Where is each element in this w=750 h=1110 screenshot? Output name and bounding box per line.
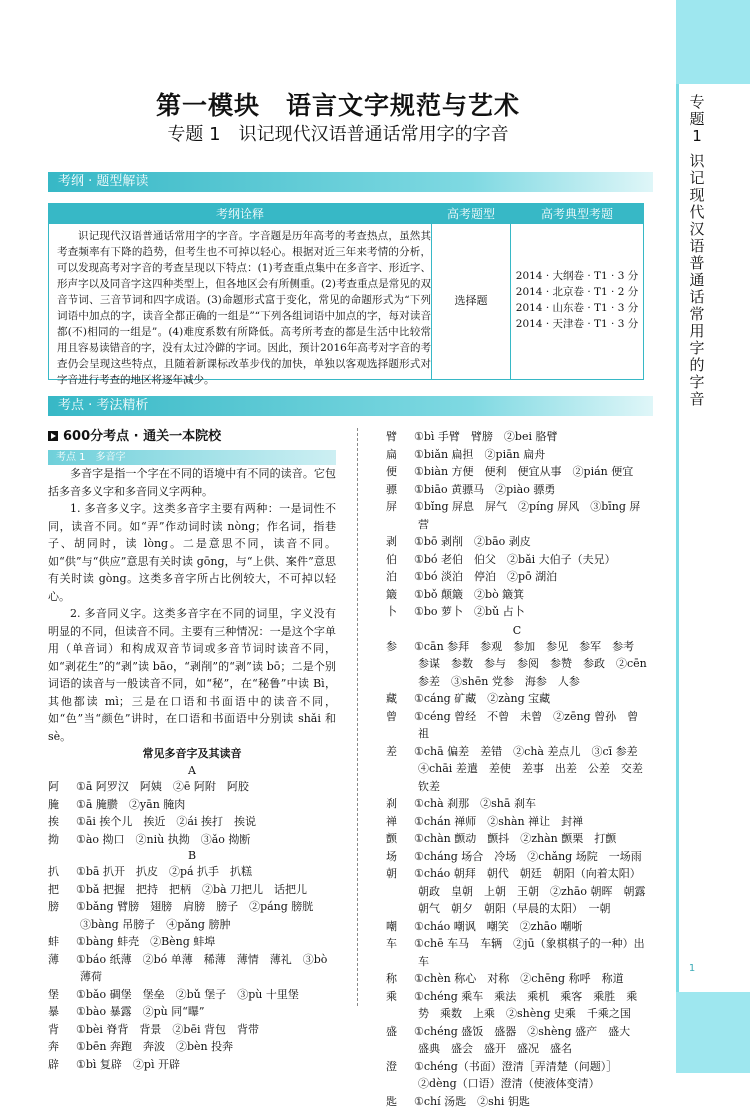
side-label-char: 字 bbox=[682, 374, 712, 391]
side-label-char: 1 bbox=[682, 128, 712, 145]
entry-readings: ①bàng 蚌壳 ②Bèng 蚌埠 bbox=[76, 935, 215, 948]
polyphone-entry bbox=[386, 603, 648, 621]
side-tab-label bbox=[682, 94, 712, 408]
entry-readings: ①chán 禅师 ②shàn 禅让 封禅 bbox=[414, 815, 583, 828]
exam-item: 2014 · 天津卷 · T1 · 3 分 bbox=[511, 316, 643, 332]
entry-character: 乘 bbox=[386, 988, 414, 1006]
module-title: 第一模块 语言文字规范与艺术 bbox=[0, 86, 676, 122]
entry-character: 藏 bbox=[386, 690, 414, 708]
banner-kaogang bbox=[48, 172, 653, 192]
entry-readings: ①chā 偏差 差错 ②chà 差点儿 ③cī 参差 ④chāi 差遣 差使 差事 出差 公差 交差 钦差 bbox=[414, 745, 654, 793]
right-column bbox=[386, 428, 648, 1110]
polyphone-entry bbox=[386, 690, 648, 708]
entry-readings: ①bèi 脊背 背景 ②bēi 背包 背带 bbox=[76, 1023, 259, 1036]
polyphone-entry bbox=[386, 865, 648, 918]
entry-character: 把 bbox=[48, 881, 76, 899]
polyphone-entry bbox=[48, 831, 336, 849]
typical-exams bbox=[511, 268, 643, 332]
entry-character: 堡 bbox=[48, 986, 76, 1004]
paragraph: 1. 多音多义字。这类多音字主要有两种：一是词性不同，读音不同。如“弄”作动词时读 nòng；作名词，指巷子、胡同时，读 lòng。二是意思不同，读音不同。如“供”与“供应”意思有关时读 gōng，与“上供、案件”意思有关时读 gòng。这类多音字所占比例较大，不可掉以轻心。 bbox=[48, 500, 336, 605]
side-label-char: 字 bbox=[682, 340, 712, 357]
entry-readings: ①biǎn 扁担 ②piān 扁舟 bbox=[414, 448, 545, 461]
entry-character: 拗 bbox=[48, 831, 76, 849]
polyphone-entry bbox=[386, 568, 648, 586]
entry-character: 场 bbox=[386, 848, 414, 866]
exam-item: 2014 · 山东卷 · T1 · 3 分 bbox=[511, 300, 643, 316]
polyphone-entry bbox=[386, 1058, 648, 1093]
entry-readings: ①bì 复辟 ②pì 开辟 bbox=[76, 1058, 180, 1071]
page-number: 1 bbox=[682, 963, 702, 974]
polyphone-entry bbox=[386, 813, 648, 831]
entry-readings: ①biāo 黄骠马 ②piào 骠勇 bbox=[414, 483, 555, 496]
side-label-char: 汉 bbox=[682, 221, 712, 238]
side-label-char: 普 bbox=[682, 255, 712, 272]
polyphone-entry bbox=[386, 428, 648, 446]
left-column bbox=[48, 428, 336, 1073]
entry-readings: ①ào 拗口 ②niù 执拗 ③ǎo 拗断 bbox=[76, 833, 250, 846]
banner-kaodian-label: 考点 · 考法精析 bbox=[58, 398, 148, 413]
entry-character: 朝 bbox=[386, 865, 414, 883]
header-outline: 考纲诠释 bbox=[49, 204, 431, 224]
entry-character: 曾 bbox=[386, 708, 414, 726]
banner-kaodian bbox=[48, 396, 653, 416]
table-header-row bbox=[49, 204, 643, 224]
polyphone-entry bbox=[386, 586, 648, 604]
polyphone-entry bbox=[386, 1093, 648, 1110]
polyphone-entry bbox=[386, 988, 648, 1023]
entry-character: 嘲 bbox=[386, 918, 414, 936]
entry-character: 车 bbox=[386, 935, 414, 953]
entry-character: 伯 bbox=[386, 551, 414, 569]
exam-outline-table bbox=[48, 203, 644, 380]
polyphone-entry bbox=[386, 848, 648, 866]
entry-character: 阿 bbox=[48, 778, 76, 796]
entry-character: 盛 bbox=[386, 1023, 414, 1041]
header-type: 高考题型 bbox=[432, 204, 510, 224]
entry-readings: ①chē 车马 车辆 ②jū（象棋棋子的一种）出车 bbox=[414, 937, 645, 968]
entry-character: 剥 bbox=[386, 533, 414, 551]
entry-character: 薄 bbox=[48, 951, 76, 969]
entry-readings: ①chí 汤匙 ②shi 钥匙 bbox=[414, 1095, 530, 1108]
entry-readings: ①bào 暴露 ②pù 同“曝” bbox=[76, 1005, 204, 1018]
paragraph: 2. 多音同义字。这类多音字在不同的词里，字义没有明显的不同，但读音不同。主要有三种情况：一是这个字单用（单音词）和构成双音节词或多音节词时读音不同，如“剥花生”的“剥”读 bāo，“剥削”的“剥”读 bō；二是个别词语的读音与一般读音不同，如“秘”，在“秘鲁”中读 Bì，其他都读 mì；三是在口语和书面语中的读音不同，如“色”当“颜色”讲时，在口语和书面语中分别读 shǎi 和 sè。 bbox=[48, 605, 336, 745]
entry-readings: ①cān 参拜 参观 参加 参见 参军 参考 参谋 参数 参与 参阅 参赞 参政 ②cēn 参差 ③shēn 党参 海参 人参 bbox=[414, 640, 647, 688]
banner-kaogang-label: 考纲 · 题型解读 bbox=[58, 174, 148, 189]
entry-character: 臂 bbox=[386, 428, 414, 446]
letter-heading: B bbox=[48, 848, 336, 863]
entry-character: 暴 bbox=[48, 1003, 76, 1021]
entry-character: 挨 bbox=[48, 813, 76, 831]
polyphone-entry bbox=[386, 830, 648, 848]
entry-readings: ①chéng（书面）澄清［弄清楚（问题）］ ②dèng（口语）澄清（使液体变清） bbox=[414, 1060, 623, 1091]
polyphone-entry bbox=[48, 813, 336, 831]
letter-heading: A bbox=[48, 763, 336, 778]
polyphone-entry bbox=[386, 708, 648, 743]
entry-readings: ①chéng 盛饭 盛器 ②shèng 盛产 盛大 盛典 盛会 盛开 盛况 盛名 bbox=[414, 1025, 641, 1056]
entry-readings: ①cháng 场合 冷场 ②chǎng 场院 一场雨 bbox=[414, 850, 642, 863]
entry-character: 扁 bbox=[386, 446, 414, 464]
letter-heading: C bbox=[386, 623, 648, 638]
polyphone-entry bbox=[386, 498, 648, 533]
polyphone-entry bbox=[386, 795, 648, 813]
side-label-char: 用 bbox=[682, 323, 712, 340]
entry-list-b-cont bbox=[386, 428, 648, 621]
table-divider bbox=[431, 204, 432, 379]
polyphone-entry bbox=[48, 1021, 336, 1039]
polyphone-entry bbox=[386, 970, 648, 988]
entry-character: 参 bbox=[386, 638, 414, 656]
side-label-char: 记 bbox=[682, 170, 712, 187]
outline-description: 识记现代汉语普通话常用字的字音。字音题是历年高考的考查热点，虽然其考查频率有下降的趋势，但考生也不可掉以轻心。根据对近三年来考情的分析，可以发现高考对字音的考查呈现以下特点：(1)考查重点集中在多音字、形近字、形声字以及同音字这四种类型上，但各地区会有所侧重。(2)考查重点是常见的双音节词、三音节词和四字成语。(3)命题形式富于变化，常见的命题形式为“下列词语中加点的字，读音全都正确的一组是”“下列各组词语中加点的字，每对读音都(不)相同的一组是”。(4)难度系数有所降低。高考所考查的都是生活中比较常用且容易读错音的字，没有太过冷僻的字词。因此，预计2016年高考对字音的考查仍会呈现这些特点，且随着新课标改革步伐的加快，单独以客观选择题形式对字音进行考查的地区将逐年减少。 bbox=[57, 228, 431, 388]
entry-character: 颤 bbox=[386, 830, 414, 848]
exam-item: 2014 · 北京卷 · T1 · 2 分 bbox=[511, 284, 643, 300]
entry-list-c bbox=[386, 638, 648, 1110]
column-divider bbox=[357, 428, 358, 1006]
entry-list-a bbox=[48, 778, 336, 848]
entry-readings: ①biàn 方便 便利 便宜从事 ②pián 便宜 bbox=[414, 465, 633, 478]
polyphone-entry bbox=[48, 796, 336, 814]
entry-character: 卜 bbox=[386, 603, 414, 621]
entry-character: 刹 bbox=[386, 795, 414, 813]
entry-readings: ①cháo 嘲讽 嘲笑 ②zhāo 嘲哳 bbox=[414, 920, 582, 933]
entry-readings: ①bì 手臂 臂膀 ②bei 胳臂 bbox=[414, 430, 557, 443]
entry-readings: ①bǒ 颠簸 ②bò 簸箕 bbox=[414, 588, 524, 601]
entry-character: 奔 bbox=[48, 1038, 76, 1056]
entry-readings: ①bǐng 屏息 屏气 ②píng 屏风 ③bīng 屏营 bbox=[414, 500, 640, 531]
entry-readings: ①ā 腌臜 ②yān 腌肉 bbox=[76, 798, 185, 811]
side-label-char: 的 bbox=[682, 357, 712, 374]
entry-list-b bbox=[48, 863, 336, 1073]
entry-character: 簸 bbox=[386, 586, 414, 604]
polyphone-entry bbox=[48, 933, 336, 951]
side-label-char: 话 bbox=[682, 289, 712, 306]
entry-character: 称 bbox=[386, 970, 414, 988]
table-title: 常见多音字及其读音 bbox=[48, 745, 336, 763]
side-label-char: 语 bbox=[682, 238, 712, 255]
polyphone-entry bbox=[386, 463, 648, 481]
entry-character: 匙 bbox=[386, 1093, 414, 1110]
polyphone-entry bbox=[386, 446, 648, 464]
polyphone-entry bbox=[386, 935, 648, 970]
entry-readings: ①chèn 称心 对称 ②chēng 称呼 称道 bbox=[414, 972, 624, 985]
topic-title: 专题 1 识记现代汉语普通话常用字的字音 bbox=[0, 120, 676, 146]
entry-character: 腌 bbox=[48, 796, 76, 814]
polyphone-entry bbox=[386, 743, 648, 796]
entry-character: 蚌 bbox=[48, 933, 76, 951]
question-type: 选择题 bbox=[433, 292, 509, 308]
entry-character: 禅 bbox=[386, 813, 414, 831]
entry-character: 扒 bbox=[48, 863, 76, 881]
header-exams: 高考典型考题 bbox=[511, 204, 643, 224]
side-label-char: 通 bbox=[682, 272, 712, 289]
entry-readings: ①bēn 奔跑 奔波 ②bèn 投奔 bbox=[76, 1040, 233, 1053]
polyphone-entry bbox=[48, 881, 336, 899]
polyphone-entry bbox=[386, 551, 648, 569]
entry-readings: ①bǎo 碉堡 堡垒 ②bǔ 堡子 ③pù 十里堡 bbox=[76, 988, 299, 1001]
entry-character: 屏 bbox=[386, 498, 414, 516]
side-label-char: 常 bbox=[682, 306, 712, 323]
side-label-char: 代 bbox=[682, 204, 712, 221]
polyphone-entry bbox=[48, 863, 336, 881]
entry-readings: ①chàn 颤动 颤抖 ②zhàn 颤栗 打颤 bbox=[414, 832, 616, 845]
entry-readings: ①ā 阿罗汉 阿姨 ②ē 阿附 阿胶 bbox=[76, 780, 249, 793]
play-icon bbox=[48, 431, 58, 441]
entry-readings: ①āi 挨个儿 挨近 ②ái 挨打 挨说 bbox=[76, 815, 256, 828]
side-label-char: 识 bbox=[682, 153, 712, 170]
entry-character: 辟 bbox=[48, 1056, 76, 1074]
side-label-char: 题 bbox=[682, 111, 712, 128]
entry-character: 差 bbox=[386, 743, 414, 761]
side-label-char: 现 bbox=[682, 187, 712, 204]
entry-readings: ①bō 剥削 ②bāo 剥皮 bbox=[414, 535, 531, 548]
entry-readings: ①bǎng 臂膀 翅膀 肩膀 膀子 ②páng 膀胱 ③bàng 吊膀子 ④pǎng 膀肿 bbox=[76, 900, 324, 931]
polyphone-entry bbox=[386, 638, 648, 691]
entry-readings: ①cháo 朝拜 朝代 朝廷 朝阳（向着太阳） 朝政 皇朝 上朝 王朝 ②zhāo 朝晖 朝露 朝气 朝夕 朝阳（早晨的太阳） 一朝 bbox=[414, 867, 657, 915]
entry-readings: ①céng 曾经 不曾 未曾 ②zēng 曾孙 曾祖 bbox=[414, 710, 638, 741]
polyphone-entry bbox=[386, 1023, 648, 1058]
polyphone-entry bbox=[48, 898, 336, 933]
entry-character: 泊 bbox=[386, 568, 414, 586]
polyphone-entry bbox=[48, 1038, 336, 1056]
side-label-char: 专 bbox=[682, 94, 712, 111]
entry-readings: ①bó 老伯 伯父 ②bǎi 大伯子（夫兄） bbox=[414, 553, 616, 566]
polyphone-entry bbox=[48, 1056, 336, 1074]
polyphone-entry bbox=[48, 986, 336, 1004]
entry-readings: ①bǎ 把握 把持 把柄 ②bà 刀把儿 话把儿 bbox=[76, 883, 307, 896]
polyphone-entry bbox=[386, 533, 648, 551]
entry-character: 背 bbox=[48, 1021, 76, 1039]
kaodian-label: 考点 1 多音字 bbox=[48, 450, 336, 465]
entry-character: 骠 bbox=[386, 481, 414, 499]
entry-readings: ①chà 刹那 ②shā 刹车 bbox=[414, 797, 536, 810]
entry-readings: ①bó 淡泊 停泊 ②pō 湖泊 bbox=[414, 570, 557, 583]
entry-readings: ①bā 扒开 扒皮 ②pá 扒手 扒糕 bbox=[76, 865, 252, 878]
polyphone-entry bbox=[386, 918, 648, 936]
polyphone-entry bbox=[48, 951, 336, 986]
side-label-char: 音 bbox=[682, 391, 712, 408]
polyphone-entry bbox=[48, 778, 336, 796]
entry-readings: ①báo 纸薄 ②bó 单薄 稀薄 薄情 薄礼 ③bò 薄荷 bbox=[76, 953, 327, 984]
section-title: 600分考点 · 通关一本院校 bbox=[48, 428, 336, 446]
entry-readings: ①bo 萝卜 ②bǔ 占卜 bbox=[414, 605, 525, 618]
entry-character: 膀 bbox=[48, 898, 76, 916]
exam-item: 2014 · 大纲卷 · T1 · 3 分 bbox=[511, 268, 643, 284]
polyphone-entry bbox=[386, 481, 648, 499]
entry-readings: ①cáng 矿藏 ②zàng 宝藏 bbox=[414, 692, 550, 705]
polyphone-entry bbox=[48, 1003, 336, 1021]
paragraph: 多音字是指一个字在不同的语境中有不同的读音。它包括多音多义字和多音同义字两种。 bbox=[48, 465, 336, 500]
entry-character: 便 bbox=[386, 463, 414, 481]
entry-readings: ①chéng 乘车 乘法 乘机 乘客 乘胜 乘势 乘数 上乘 ②shèng 史乘 千乘之国 bbox=[414, 990, 637, 1021]
entry-character: 澄 bbox=[386, 1058, 414, 1076]
